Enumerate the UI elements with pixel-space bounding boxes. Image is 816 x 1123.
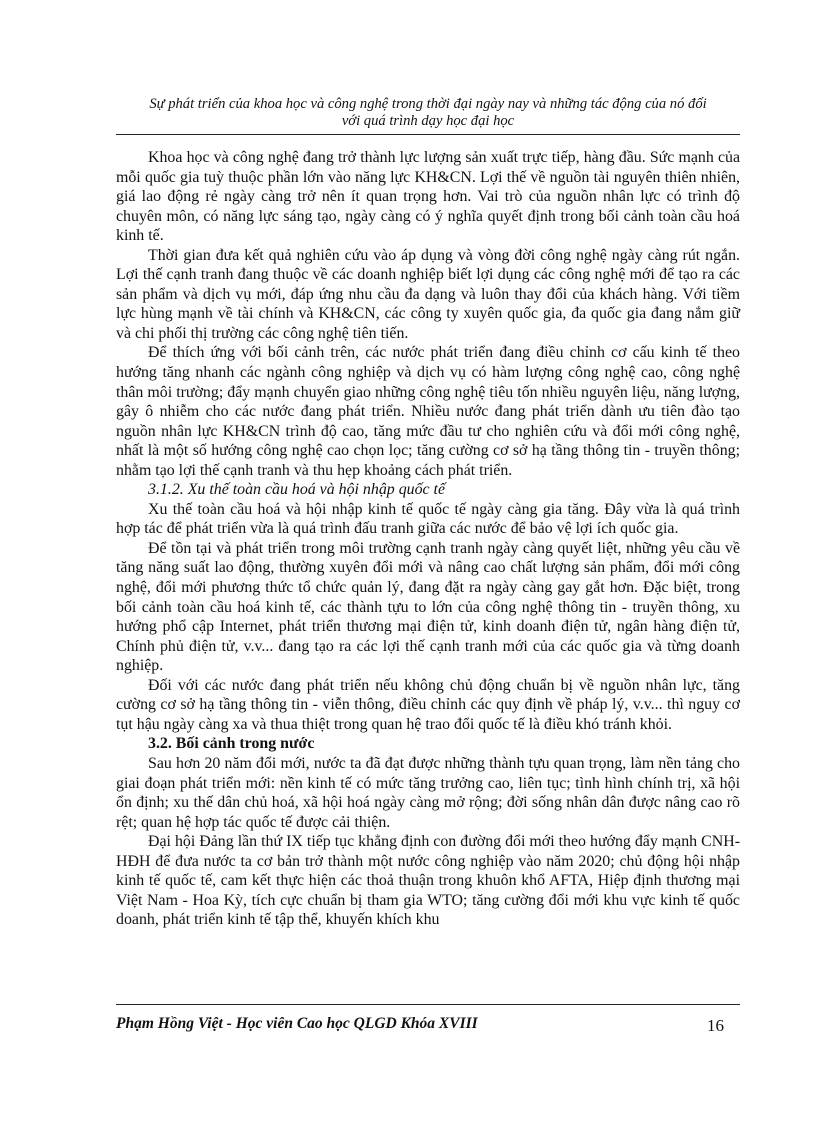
running-header: [116, 96, 740, 130]
paragraph: Khoa học và công nghệ đang trở thành lực lượng sản xuất trực tiếp, hàng đầu. Sức mạnh của mỗi quốc gia tuỳ thuộc phần lớn vào năng lực KH&CN. Lợi thế về nguồn tài nguyên thiên nhiên, giá lao động rẻ ngày càng trở nên ít quan trọng hơn. Vai trò của nguồn nhân lực có trình độ chuyên môn, có năng lực sáng tạo, ngày càng có ý nghĩa quyết định trong bối cảnh toàn cầu hoá kinh tế.: [116, 149, 740, 245]
section-heading: 3.2. Bối cảnh trong nước: [148, 735, 315, 753]
paragraph: Để tồn tại và phát triển trong môi trường cạnh tranh ngày càng quyết liệt, những yêu cầu về tăng năng suất lao động, thường xuyên đổi mới và nâng cao chất lượng sản phẩm, đổi mới công nghệ, đổi mới phương thức tổ chức quản lý, đang đặt ra ngày càng gay gắt hơn. Đặc biệt, trong bối cảnh toàn cầu hoá kinh tế, các thành tựu to lớn của công nghệ thông tin - truyền thông, xu hướng phổ cập Internet, phát triển thương mại điện tử, kinh doanh điện tử, ngân hàng điện tử, Chính phủ điện tử, v.v... đang tạo ra các lợi thế cạnh tranh mới của các quốc gia và từng doanh nghiệp.: [116, 539, 740, 675]
paragraph: Để thích ứng với bối cảnh trên, các nước phát triển đang điều chỉnh cơ cấu kinh tế theo hướng tăng nhanh các ngành công nghiệp và dịch vụ có hàm lượng công nghệ cao, công nghệ thân môi trường; đẩy mạnh chuyển giao những công nghệ tiêu tốn nhiều nguyên liệu, năng lượng, gây ô nhiễm cho các nước đang phát triển. Nhiều nước đang phát triển dành ưu tiên đào tạo nguồn nhân lực KH&CN trình độ cao, tăng mức đầu tư cho nghiên cứu và đổi mới công nghệ, nhất là một số hướng công nghệ cao chọn lọc; tăng cường cơ sở hạ tầng thông tin - truyền thông; nhằm tạo lợi thế cạnh tranh và thu hẹp khoảng cách phát triển.: [116, 344, 740, 479]
footer-author: Phạm Hồng Việt - Học viên Cao học QLGD Khóa XVIII: [116, 1015, 478, 1032]
paragraph: Đối với các nước đang phát triển nếu không chủ động chuẩn bị về nguồn nhân lực, tăng cường cơ sở hạ tầng thông tin - viễn thông, điều chỉnh các quy định về pháp lý, v.v... thì nguy cơ tụt hậu ngày càng xa và thua thiệt trong quan hệ trao đổi quốc tế là điều khó tránh khỏi.: [116, 676, 740, 733]
paragraph: Xu thế toàn cầu hoá và hội nhập kinh tế quốc tế ngày càng gia tăng. Đây vừa là quá trình hợp tác để phát triển vừa là quá trình đấu tranh giữa các nước để bảo vệ lợi ích quốc gia.: [116, 500, 740, 538]
header-line-2: với quá trình dạy học đại học: [341, 113, 515, 129]
footer-rule: [116, 1004, 740, 1005]
document-body: [116, 148, 740, 930]
header-rule: [116, 134, 740, 135]
paragraph: Thời gian đưa kết quả nghiên cứu vào áp dụng và vòng đời công nghệ ngày càng rút ngắn. Lợi thế cạnh tranh đang thuộc về các doanh nghiệp biết lợi dụng các công nghệ mới để tạo ra các sản phẩm và dịch vụ mới, đáp ứng nhu cầu đa dạng và luôn thay đổi của khách hàng. Với tiềm lực hùng mạnh về tài chính và KH&CN, các công ty xuyên quốc gia, đa quốc gia đang nắm giữ và chi phối thị trường các công nghệ tiên tiến.: [116, 246, 740, 342]
header-line-1: Sự phát triển của khoa học và công nghệ trong thời đại ngày nay và những tác động của nó đối: [149, 96, 707, 112]
subsection-heading: 3.1.2. Xu thế toàn cầu hoá và hội nhập quốc tế: [148, 481, 446, 499]
page-number: 16: [707, 1016, 724, 1035]
paragraph: Đại hội Đảng lần thứ IX tiếp tục khẳng định con đường đổi mới theo hướng đẩy mạnh CNH-HĐH để đưa nước ta cơ bản trở thành một nước công nghiệp vào năm 2020; chủ động hội nhập kinh tế quốc tế, cam kết thực hiện các thoả thuận trong khuôn khổ AFTA, Hiệp định thương mại Việt Nam - Hoa Kỳ, tích cực chuẩn bị tham gia WTO; tăng cường đổi mới khu vực kinh tế quốc doanh, phát triển kinh tế tập thể, khuyến khích khu: [116, 833, 740, 929]
paragraph: Sau hơn 20 năm đổi mới, nước ta đã đạt được những thành tựu quan trọng, làm nền tảng cho giai đoạn phát triển mới: nền kinh tế có mức tăng trưởng cao, liên tục; tình hình chính trị, xã hội ổn định; xu thế dân chủ hoá, xã hội hoá ngày càng mở rộng; đời sống nhân dân được nâng cao rõ rệt; quan hệ hợp tác quốc tế được cải thiện.: [116, 754, 740, 831]
